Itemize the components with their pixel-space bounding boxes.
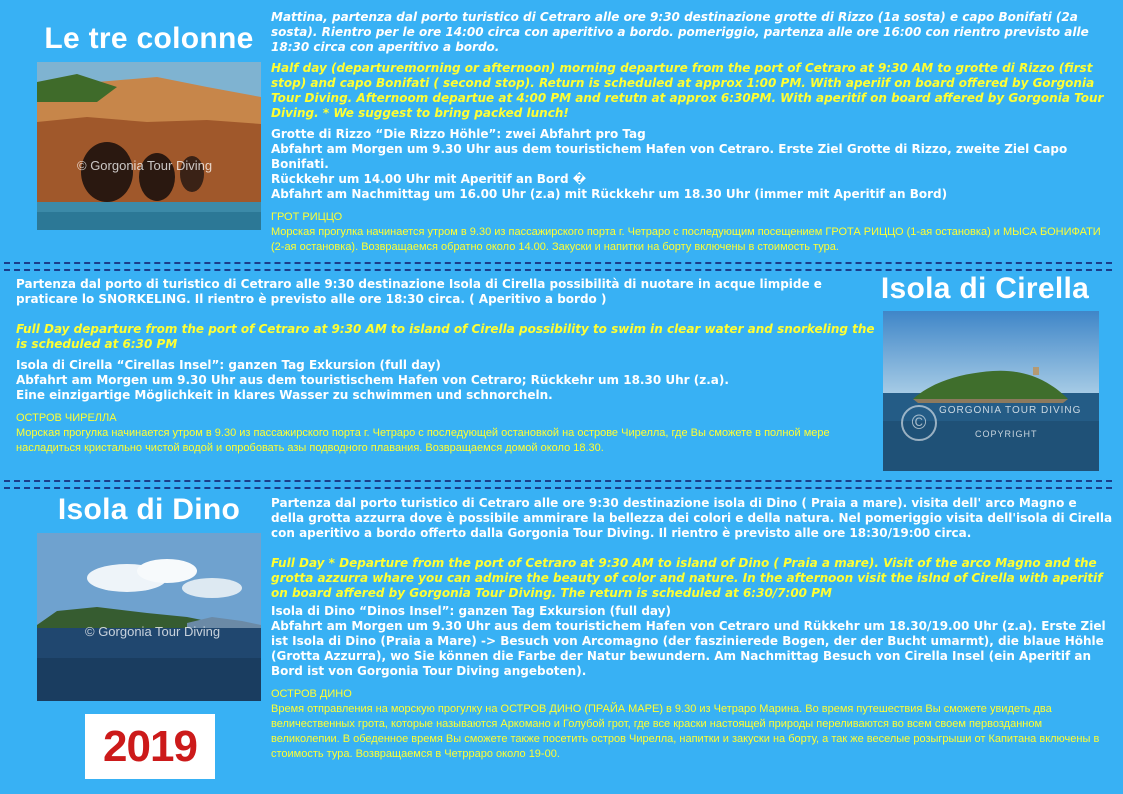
english-description: Full Day departure from the port of Cetraro at 9:30 AM to island of Cirella possibility to swim in clear water and snorkeling the is scheduled at 6:30 PM bbox=[16, 322, 875, 351]
photo-watermark: © Gorgonia Tour Diving bbox=[77, 158, 213, 173]
russian-description bbox=[271, 687, 1113, 762]
italian-description: Partenza dal porto turistico di Cetraro alle ore 9:30 destinazione isola di Dino ( Praia a mare). visita dell' arco Magno e della grotta azzurra dove è possibile ammirare la bellezza dei colori e della natura. Nel pomeriggio visita dell'isola di Cirella con aperitivo a bordo offerto dalla Gorgonia Tour Diving. Il rientro è previsto alle ore 18:30/19:00 circa. bbox=[271, 496, 1113, 540]
photo-grotte-di-rizzo bbox=[37, 62, 261, 230]
russian-description bbox=[271, 210, 1113, 255]
section-text-isola-di-dino bbox=[271, 496, 1113, 762]
russian-body: Морская прогулка начинается утром в 9.30 из пассажирского порта г. Четраро с последующим посещением ГРОТА РИЦЦО (1-ая остановка) и МЫСА БОНИФАТИ (2-ая остановка). Возвращаемся обратно около 14.00. Закуски и напитки на борту включены в стоимость тура. bbox=[271, 226, 1101, 253]
russian-heading: ГРОТ РИЦЦО bbox=[271, 211, 343, 223]
section-text-tre-colonne bbox=[271, 10, 1113, 255]
section-divider bbox=[4, 262, 1112, 271]
english-description: Full Day * Departure from the port of Cetraro at 9:30 AM to island of Dino ( Praia a mare). Visit of the arco Magno and the grotta azzurra whare you can admire the beauty of color and nature. In the afternoon visit the islnd of Cirella with aperitif on board affered by Gorgonia Tour Diving. The return is scheduled at 6:30/7:00 PM bbox=[271, 556, 1103, 600]
year-badge-label: 2019 bbox=[103, 721, 197, 771]
german-description: Grotte di Rizzo “Die Rizzo Höhle”: zwei Abfahrt pro Tag Abfahrt am Morgen um 9.30 Uhr aus dem touristichem Hafen von Cetraro. Erste Ziel Grotte di Rizzo, zweite Ziel Capo Bonifati. Rückkehr um 14.00 Uhr mit Aperitif an Bord � Abfahrt am Nachmittag um 16.00 Uhr (z.a) mit Rückkehr um 18.30 Uhr (immer mit Aperitif an Bord) bbox=[271, 127, 1068, 201]
german-description: Isola di Cirella “Cirellas Insel”: ganzen Tag Exkursion (full day) Abfahrt am Morgen um 9.30 Uhr aus dem touristischem Hafen von Cetraro; Rückkehr um 18.30 Uhr (z.a). Eine einzigartige Möglichkeit in klares Wasser zu schwimmen und schnorcheln. bbox=[16, 358, 729, 402]
section-title-isola-di-dino: Isola di Dino bbox=[57, 493, 241, 526]
russian-body: Морская прогулка начинается утром в 9.30 из пассажирского порта г. Четраро с последующей остановкой на острове Чирелла, где Вы сможете в полной мере насладиться кристально чистой водой и опробовать азы подводного плавания. Возвращаемся домой около 18.30. bbox=[16, 427, 830, 454]
section-title-tre-colonne: Le tre colonne bbox=[44, 22, 254, 55]
russian-description bbox=[16, 411, 878, 456]
photo-watermark: © Gorgonia Tour Diving bbox=[85, 624, 221, 639]
italian-description: Mattina, partenza dal porto turistico di Cetraro alle ore 9:30 destinazione grotte di Rizzo (1a sosta) e capo Bonifati (2a sosta). Rientro per le ore 14:00 circa con aperitivo a bordo. pomeriggio, partenza alle ore 16:00 con rientro previsto alle 18:30 circa con aperitivo a bordo. bbox=[271, 10, 1089, 54]
year-badge bbox=[85, 714, 215, 779]
section-text-cirella bbox=[16, 277, 878, 456]
photo-watermark-copyright: COPYRIGHT bbox=[975, 429, 1038, 439]
russian-heading: ОСТРОВ ЧИРЕЛЛА bbox=[16, 412, 117, 424]
german-description: Isola di Dino “Dinos Insel”: ganzen Tag Exkursion (full day) Abfahrt am Morgen um 9.30 Uhr aus dem touristichem Hafen von Cetraro und Rükkehr um 18.30/19.00 Uhr (z.a). Erste Ziel ist Isola di Dino (Praia a Mare) -> Besuch von Arcomagno (der faszinierede Bogen, der der Bucht umarmt), die blaue Höhle (Grotta Azzurra), wo Sie können die Farbe der Natur bewundern. Am Nachmittag Besuch von Cirella Insel (ein Aperitif an Bord ist von Gorgonia Tour Diving angeboten). bbox=[271, 604, 1106, 678]
photo-isola-di-dino bbox=[37, 533, 261, 701]
english-description: Half day (departuremorning or afternoon) morning departure from the port of Cetraro at 9:30 AM to grotte di Rizzo (first stop) and capo Bonifati ( second stop). Return is scheduled at approx 1:00 PM. With aperiif on board offered by Gorgonia Tour Diving. Afternoom departue at 4:00 PM and retutn at approx 6:30PM. With aperitif on board affered by Gorgonia Tour Diving. * We suggest to bring packed lunch! bbox=[271, 61, 1104, 120]
copyright-seal-icon: © bbox=[901, 405, 937, 441]
russian-heading: ОСТРОВ ДИНО bbox=[271, 688, 352, 700]
section-divider bbox=[4, 480, 1112, 489]
italian-description: Partenza dal porto di turistico di Cetraro alle 9:30 destinazione Isola di Cirella possibilità di nuotare in acque limpide e praticare lo SNORKELING. Il rientro è previsto alle ore 18:30 circa. ( Aperitivo a bordo ) bbox=[16, 277, 822, 306]
russian-body: Время отправления на морскую прогулку на ОСТРОВ ДИНО (ПРАЙА МАРЕ) в 9.30 из Четраро Марина. Во время путешествия Вы сможете увидеть два величественных грота, которые называются Аркомано и Голубой грот, где все краски настоящей природы переливаются во всем своем первозданном великолепии. В обеденное время Вы сможете также посетить остров Чирелла, напитки и закуски на борту, а так же веселые розыгрыши от Капитана включены в стоимость тура. Возвращаемся в Четрраро около 19-00. bbox=[271, 703, 1100, 760]
section-title-isola-di-cirella: Isola di Cirella bbox=[880, 272, 1090, 305]
photo-isola-di-cirella bbox=[883, 311, 1099, 471]
photo-watermark: GORGONIA TOUR DIVING bbox=[939, 405, 1082, 416]
